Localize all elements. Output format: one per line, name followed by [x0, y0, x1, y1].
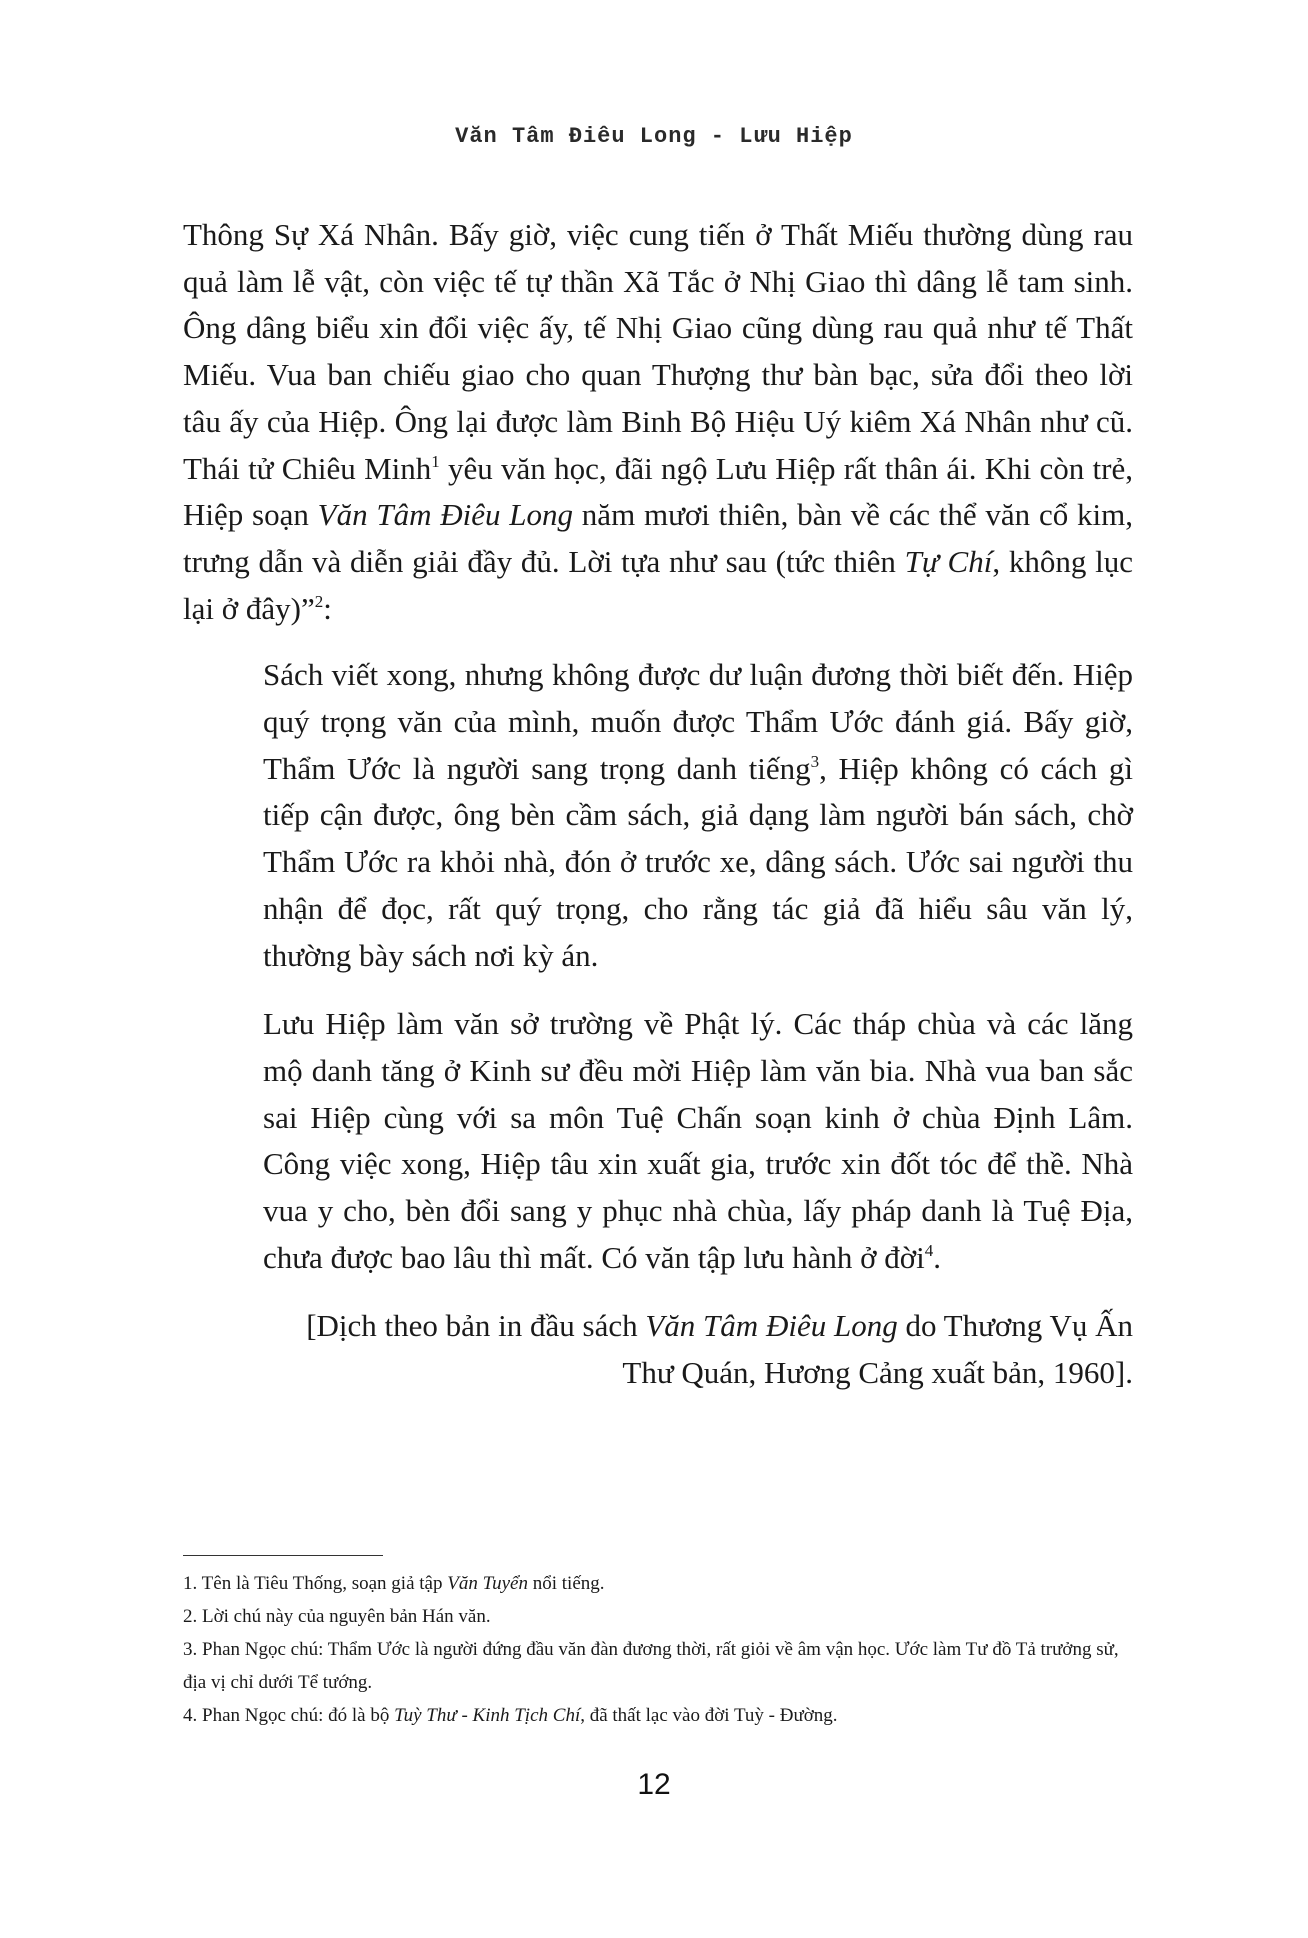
- text-span: [Dịch theo bản in đầu sách: [306, 1308, 646, 1344]
- page-number: 12: [637, 1768, 671, 1801]
- main-text: [183, 212, 1133, 1397]
- book-title: Văn Tâm Điêu Long: [645, 1308, 898, 1344]
- text-span: :: [323, 590, 332, 626]
- text-span: , Hiệp không có cách gì tiếp cận được, ông bèn cầm sách, giả dạng làm người bán sách, chờ Thẩm Ước ra khỏi nhà, đón ở trước xe, dâng sách. Ước sai người thu nhận để đọc, rất quý trọng, cho rằng tác giả đã hiểu sâu văn lý, thường bày sách nơi kỳ án.: [263, 750, 1133, 973]
- text-span: , không lục lại ở đây)”: [183, 543, 1133, 626]
- text-span: Thư Quán, Hương Cảng xuất bản, 1960].: [622, 1355, 1133, 1391]
- book-title: Văn Tâm Điêu Long: [317, 497, 574, 533]
- text-span: Thông Sự Xá Nhân. Bấy giờ, việc cung tiến ở Thất Miếu thường dùng rau quả làm lễ vật, còn việc tế tự thần Xã Tắc ở Nhị Giao thì dâng lễ tam sinh. Ông dâng biểu xin đổi việc ấy, tế Nhị Giao cũng dùng rau quả như tế Thất Miếu. Vua ban chiếu giao cho quan Thượng thư bàn bạc, sửa đổi theo lời tâu ấy của Hiệp. Ông lại được làm Binh Bộ Hiệu Uý kiêm Xá Nhân như cũ. Thái tử Chiêu Minh: [183, 217, 1133, 486]
- text-span: 1. Tên là Tiêu Thống, soạn giả tập: [183, 1573, 448, 1594]
- footnote-1: [183, 1567, 1143, 1600]
- footnote-ref-1: 1: [431, 451, 440, 471]
- source-citation: [183, 1303, 1133, 1396]
- footnote-ref-3: 3: [810, 751, 820, 771]
- footnote-4: [183, 1699, 1143, 1732]
- footnote-ref-2: 2: [314, 591, 324, 611]
- text-span: nổi tiếng.: [527, 1573, 605, 1594]
- text-span: Lưu Hiệp làm văn sở trường về Phật lý. Các tháp chùa và các lăng mộ danh tăng ở Kinh sư đều mời Hiệp làm văn bia. Nhà vua ban sắc sai Hiệp cùng với sa môn Tuệ Chấn soạn kinh ở chùa Định Lâm. Công việc xong, Hiệp tâu xin xuất gia, trước xin đốt tóc để thề. Nhà vua y cho, bèn đổi sang y phục nhà chùa, lấy pháp danh là Tuệ Địa, chưa được bao lâu thì mất. Có văn tập lưu hành ở đời: [263, 1006, 1133, 1275]
- text-span: 4. Phan Ngọc chú: đó là bộ: [183, 1705, 395, 1726]
- paragraph: [183, 212, 1133, 632]
- book-title: Văn Tuyển: [447, 1573, 528, 1594]
- text-span: , đã thất lạc vào đời Tuỳ - Đường.: [580, 1705, 838, 1726]
- running-title: Văn Tâm Điêu Long - Lưu Hiệp: [455, 124, 853, 149]
- chapter-title: Tự Chí: [904, 543, 993, 579]
- footnote-2: 2. Lời chú này của nguyên bản Hán văn.: [183, 1606, 491, 1627]
- book-title: Tuỳ Thư - Kinh Tịch Chí: [394, 1705, 581, 1726]
- quote-paragraph: [263, 652, 1133, 979]
- text-span: yêu văn học, đãi ngộ Lưu Hiệp rất thân ái. Khi còn trẻ, Hiệp soạn: [183, 450, 1133, 533]
- text-span: năm mươi thiên, bàn về các thể văn cổ kim, trưng dẫn và diễn giải đầy đủ. Lời tựa như sau (tức thiên: [183, 497, 1133, 579]
- text-span: Sách viết xong, nhưng không được dư luận đương thời biết đến. Hiệp quý trọng văn của mình, muốn được Thẩm Ước đánh giá. Bấy giờ, Thẩm Ước là người sang trọng danh tiếng: [263, 657, 1133, 786]
- text-span: .: [933, 1239, 941, 1275]
- quote-paragraph: [263, 1001, 1133, 1281]
- footnotes: [183, 1567, 1143, 1732]
- text-span: do Thương Vụ Ấn: [897, 1308, 1133, 1344]
- footnote-divider: [183, 1555, 383, 1556]
- footnote-3: 3. Phan Ngọc chú: Thẩm Ước là người đứng đầu văn đàn đương thời, rất giỏi về âm vận học. Ước làm Tư đồ Tả trưởng sử, địa vị chỉ dưới Tể tướng.: [183, 1639, 1119, 1693]
- footnote-ref-4: 4: [924, 1240, 934, 1260]
